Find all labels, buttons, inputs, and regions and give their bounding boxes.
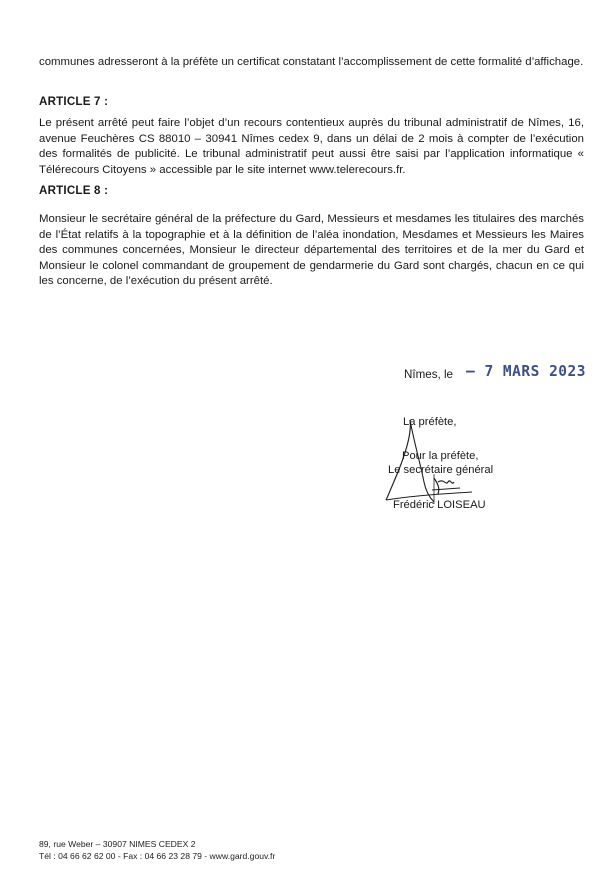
delegation-line: Pour la préfète, (402, 450, 479, 462)
signatory-name: Frédéric LOISEAU (393, 499, 486, 511)
signatory-title: La préfète, (403, 416, 457, 428)
footer-address: 89, rue Weber – 30907 NIMES CEDEX 2 (39, 839, 196, 849)
article-8-heading: ARTICLE 8 : (39, 184, 109, 197)
article-8-paragraph: Monsieur le secrétaire général de la préfecture du Gard, Messieurs et mesdames les titulaires des marchés de l’État relatifs à la topographie et à la définition de l’aléa inondation, Mesdames et Messieurs les Maires des communes concernées, Monsieur le directeur départemental des territoires et de la mer du Gard et Monsieur le colonel commandant de groupement de gendarmerie du Gard sont chargés, chacun en ce qui les concerne, de l’exécution du présent arrêté. (39, 213, 584, 288)
date-stamp: – 7 MARS 2023 (466, 363, 586, 381)
article-7-paragraph: Le présent arrêté peut faire l’objet d’un recours contentieux auprès du tribunal administratif de Nîmes, 16, avenue Feuchères CS 88010 – 30941 Nîmes cedex 9, dans un délai de 2 mois à compter de l’exécution des formalités de publicité. Le tribunal administratif peut aussi être saisi par l’application informatique « Télérecours Citoyens » accessible par le site internet www.telerecours.fr. (39, 117, 584, 176)
intro-paragraph: communes adresseront à la préfète un certificat constatant l’accomplissement de cette formalité d’affichage. (39, 56, 584, 68)
signature-place: Nîmes, le (404, 368, 453, 381)
article-7-heading: ARTICLE 7 : (39, 95, 109, 108)
footer-contact: Tél : 04 66 62 62 00 - Fax : 04 66 23 28 79 - www.gard.gouv.fr (39, 851, 276, 861)
signatory-role: Le secrétaire général (388, 464, 494, 476)
